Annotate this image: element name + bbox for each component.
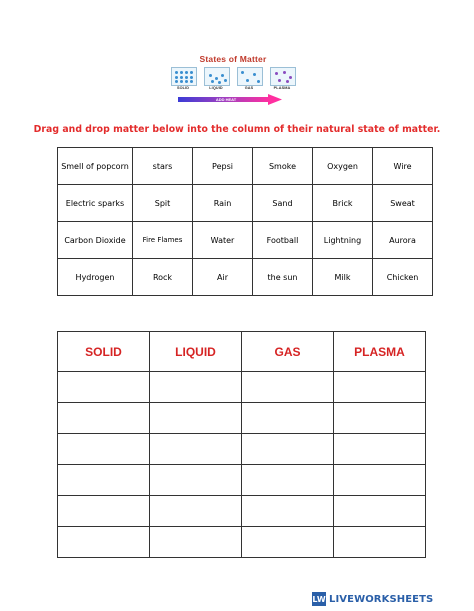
sorting-table xyxy=(57,331,426,558)
drag-item[interactable]: Air xyxy=(193,259,253,296)
drop-zone[interactable] xyxy=(58,496,150,527)
drop-zone[interactable] xyxy=(150,434,242,465)
drop-zone[interactable] xyxy=(58,527,150,558)
drop-zone[interactable] xyxy=(334,465,426,496)
liveworksheets-brand-text: LIVEWORKSHEETS xyxy=(329,593,434,605)
drag-item[interactable]: Chicken xyxy=(373,259,433,296)
drag-item[interactable]: Smell of popcorn xyxy=(58,148,133,185)
gas-particles-icon xyxy=(237,67,263,86)
drag-item[interactable]: Wire xyxy=(373,148,433,185)
state-label-gas: GAS xyxy=(244,86,254,90)
drop-zone[interactable] xyxy=(242,434,334,465)
drag-item[interactable]: Water xyxy=(193,222,253,259)
drag-item[interactable]: Electric sparks xyxy=(58,185,133,222)
drag-item[interactable]: Lightning xyxy=(313,222,373,259)
add-heat-label: ADD HEAT xyxy=(215,97,237,102)
drag-item[interactable]: Sweat xyxy=(373,185,433,222)
drop-zone[interactable] xyxy=(150,527,242,558)
drop-zone[interactable] xyxy=(58,403,150,434)
drop-row xyxy=(58,403,426,434)
sorting-header-row xyxy=(58,332,426,372)
drag-item[interactable]: Aurora xyxy=(373,222,433,259)
drop-zone[interactable] xyxy=(242,372,334,403)
drag-item[interactable]: the sun xyxy=(253,259,313,296)
drag-item[interactable]: Oxygen xyxy=(313,148,373,185)
table-row xyxy=(58,222,433,259)
drop-zone[interactable] xyxy=(58,434,150,465)
states-of-matter-graphic xyxy=(166,54,300,108)
drag-item[interactable]: stars xyxy=(133,148,193,185)
drag-item[interactable]: Sand xyxy=(253,185,313,222)
state-label-solid: SOLID xyxy=(176,86,190,90)
column-header-solid: SOLID xyxy=(58,332,150,372)
state-label-liquid: LIQUID xyxy=(209,86,223,90)
drag-item[interactable]: Fire Flames xyxy=(133,222,193,259)
drag-item[interactable]: Football xyxy=(253,222,313,259)
drag-item[interactable]: Rock xyxy=(133,259,193,296)
drop-zone[interactable] xyxy=(334,372,426,403)
plasma-particles-icon xyxy=(270,67,296,86)
drag-item[interactable]: Hydrogen xyxy=(58,259,133,296)
drag-item[interactable]: Pepsi xyxy=(193,148,253,185)
drop-zone[interactable] xyxy=(150,403,242,434)
drag-item[interactable]: Rain xyxy=(193,185,253,222)
table-row xyxy=(58,148,433,185)
drop-row xyxy=(58,372,426,403)
liquid-particles-icon xyxy=(204,67,230,86)
drop-zone[interactable] xyxy=(334,527,426,558)
drop-zone[interactable] xyxy=(150,465,242,496)
table-row xyxy=(58,185,433,222)
drag-item[interactable]: Milk xyxy=(313,259,373,296)
drop-row xyxy=(58,496,426,527)
column-header-liquid: LIQUID xyxy=(150,332,242,372)
drop-zone[interactable] xyxy=(58,465,150,496)
state-label-plasma: PLASMA xyxy=(273,86,291,90)
drop-zone[interactable] xyxy=(242,496,334,527)
drop-zone[interactable] xyxy=(242,403,334,434)
drop-zone[interactable] xyxy=(334,403,426,434)
drop-row xyxy=(58,434,426,465)
states-illustration xyxy=(170,67,298,89)
graphic-title: States of Matter xyxy=(199,54,267,64)
drop-zone[interactable] xyxy=(150,496,242,527)
instruction-text: Drag and drop matter below into the column of their natural state of matter. xyxy=(33,124,441,135)
drop-zone[interactable] xyxy=(58,372,150,403)
drop-row xyxy=(58,465,426,496)
column-header-plasma: PLASMA xyxy=(334,332,426,372)
column-header-gas: GAS xyxy=(242,332,334,372)
solid-particles-icon xyxy=(171,67,197,86)
drag-item[interactable]: Smoke xyxy=(253,148,313,185)
liveworksheets-badge-icon: LW xyxy=(312,592,326,606)
drop-zone[interactable] xyxy=(334,434,426,465)
drop-zone[interactable] xyxy=(242,465,334,496)
drag-item[interactable]: Brick xyxy=(313,185,373,222)
drop-zone[interactable] xyxy=(242,527,334,558)
liveworksheets-logo xyxy=(312,592,433,606)
drop-row xyxy=(58,527,426,558)
drag-item[interactable]: Spit xyxy=(133,185,193,222)
drop-zone[interactable] xyxy=(150,372,242,403)
drop-zone[interactable] xyxy=(334,496,426,527)
drag-item[interactable]: Carbon Dioxide xyxy=(58,222,133,259)
draggable-items-table xyxy=(57,147,433,296)
table-row xyxy=(58,259,433,296)
